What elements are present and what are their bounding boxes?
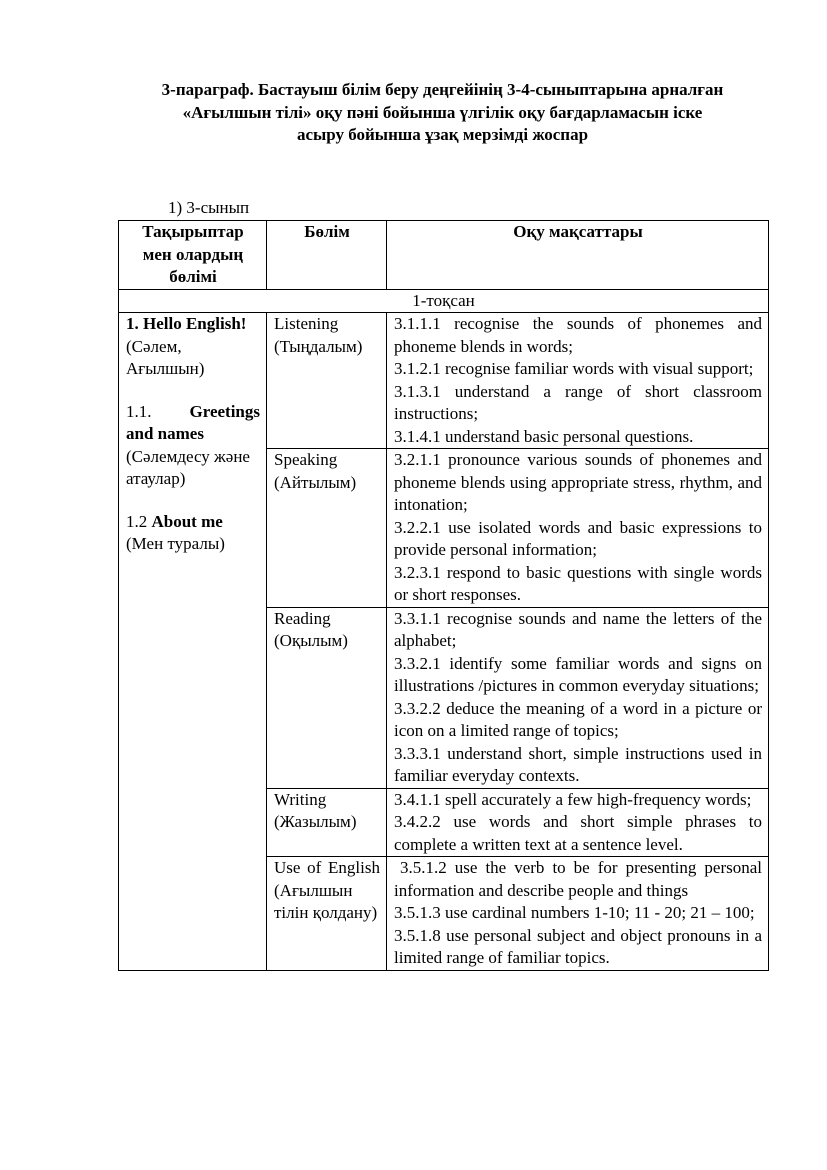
objective-item: 3.1.2.1 recognise familiar words with visual support; bbox=[394, 359, 754, 378]
objective-item: 3.5.1.3 use cardinal numbers 1-10; 11 - 20; 21 – 100; bbox=[394, 903, 755, 922]
table-header-row bbox=[119, 221, 769, 290]
objective-item: 3.1.4.1 understand basic personal questions. bbox=[394, 426, 694, 446]
subtopic-1-number: 1.1. bbox=[126, 401, 152, 421]
title-line-3: асыру бойынша ұзақ мерзімді жоспар bbox=[296, 125, 589, 144]
class-label: 1) 3-сынып bbox=[168, 198, 250, 217]
objectives-listening bbox=[387, 313, 769, 449]
objective-item: 3.1.1.1 recognise the sounds of phonemes and phoneme blends in words; bbox=[394, 314, 762, 356]
subtopic-2-subtitle: (Мен туралы) bbox=[126, 534, 225, 553]
section-speaking: Speaking (Айтылым) bbox=[267, 449, 387, 608]
objective-item: 3.3.2.1 identify some familiar words and signs on illustrations /pictures in common everyday situations; bbox=[394, 653, 762, 695]
objective-item: 3.4.1.1 spell accurately a few high-frequency words; bbox=[394, 789, 752, 809]
objective-item: 3.5.1.2 use the verb to be for presenting personal information and describe people and things bbox=[394, 858, 762, 900]
objective-item: 3.3.3.1 understand short, simple instructions used in familiar everyday contexts. bbox=[394, 743, 762, 785]
subtopic-1-title: Greetings and names bbox=[126, 401, 260, 443]
title-line-2: «Ағылшын тілі» оқу пәні бойынша үлгілік оқу бағдарламасын іске bbox=[182, 102, 703, 122]
section-listening: Listening (Тыңдалым) bbox=[267, 313, 387, 449]
subtopic-2-title: About me bbox=[151, 511, 223, 531]
objectives-writing bbox=[387, 788, 769, 857]
objective-item: 3.1.3.1 understand a range of short classroom instructions; bbox=[394, 381, 762, 423]
document-title bbox=[100, 79, 785, 147]
topic-cell bbox=[119, 313, 267, 971]
section-writing: Writing (Жазылым) bbox=[267, 788, 387, 857]
objectives-use-of-english bbox=[387, 857, 769, 971]
quarter-label: 1-тоқсан bbox=[119, 289, 769, 313]
section-reading: Reading (Оқылым) bbox=[267, 607, 387, 788]
unit-title: 1. Hello English! bbox=[126, 314, 247, 333]
title-line-1: 3-параграф. Бастауыш білім беру деңгейінің 3-4-сыныптарына арналған bbox=[161, 80, 724, 99]
unit-subtitle: (Сәлем, Ағылшын) bbox=[126, 336, 205, 378]
objective-item: 3.3.2.2 deduce the meaning of a word in a picture or icon on a limited range of topics; bbox=[394, 698, 762, 740]
header-topics: Тақырыптар мен олардың бөлімі bbox=[119, 221, 267, 290]
objective-item: 3.2.3.1 respond to basic questions with single words or short responses. bbox=[394, 562, 762, 604]
table-row bbox=[119, 313, 769, 449]
quarter-row bbox=[119, 289, 769, 313]
objectives-reading bbox=[387, 607, 769, 788]
objective-item: 3.2.2.1 use isolated words and basic expressions to provide personal information; bbox=[394, 517, 762, 559]
objectives-speaking bbox=[387, 449, 769, 608]
section-use-of-english: Use of English (Ағылшын тілін қолдану) bbox=[267, 857, 387, 971]
long-term-plan-table bbox=[118, 220, 769, 971]
objective-item: 3.2.1.1 pronounce various sounds of phonemes and phoneme blends using appropriate stress, rhythm, and intonation; bbox=[394, 450, 762, 514]
objective-item: 3.5.1.8 use personal subject and object pronouns in a limited range of familiar topics. bbox=[394, 925, 762, 967]
header-section: Бөлім bbox=[267, 221, 387, 290]
objective-item: 3.3.1.1 recognise sounds and name the letters of the alphabet; bbox=[394, 608, 762, 650]
subtopic-2-number: 1.2 bbox=[126, 511, 148, 531]
subtopic-1-subtitle: (Сәлемдесу және атаулар) bbox=[126, 446, 250, 488]
subtopic-1 bbox=[126, 401, 260, 446]
objective-item: 3.4.2.2 use words and short simple phrases to complete a written text at a sentence level. bbox=[394, 812, 762, 854]
subtopic-2 bbox=[126, 511, 260, 534]
header-objectives: Оқу мақсаттары bbox=[387, 221, 769, 290]
